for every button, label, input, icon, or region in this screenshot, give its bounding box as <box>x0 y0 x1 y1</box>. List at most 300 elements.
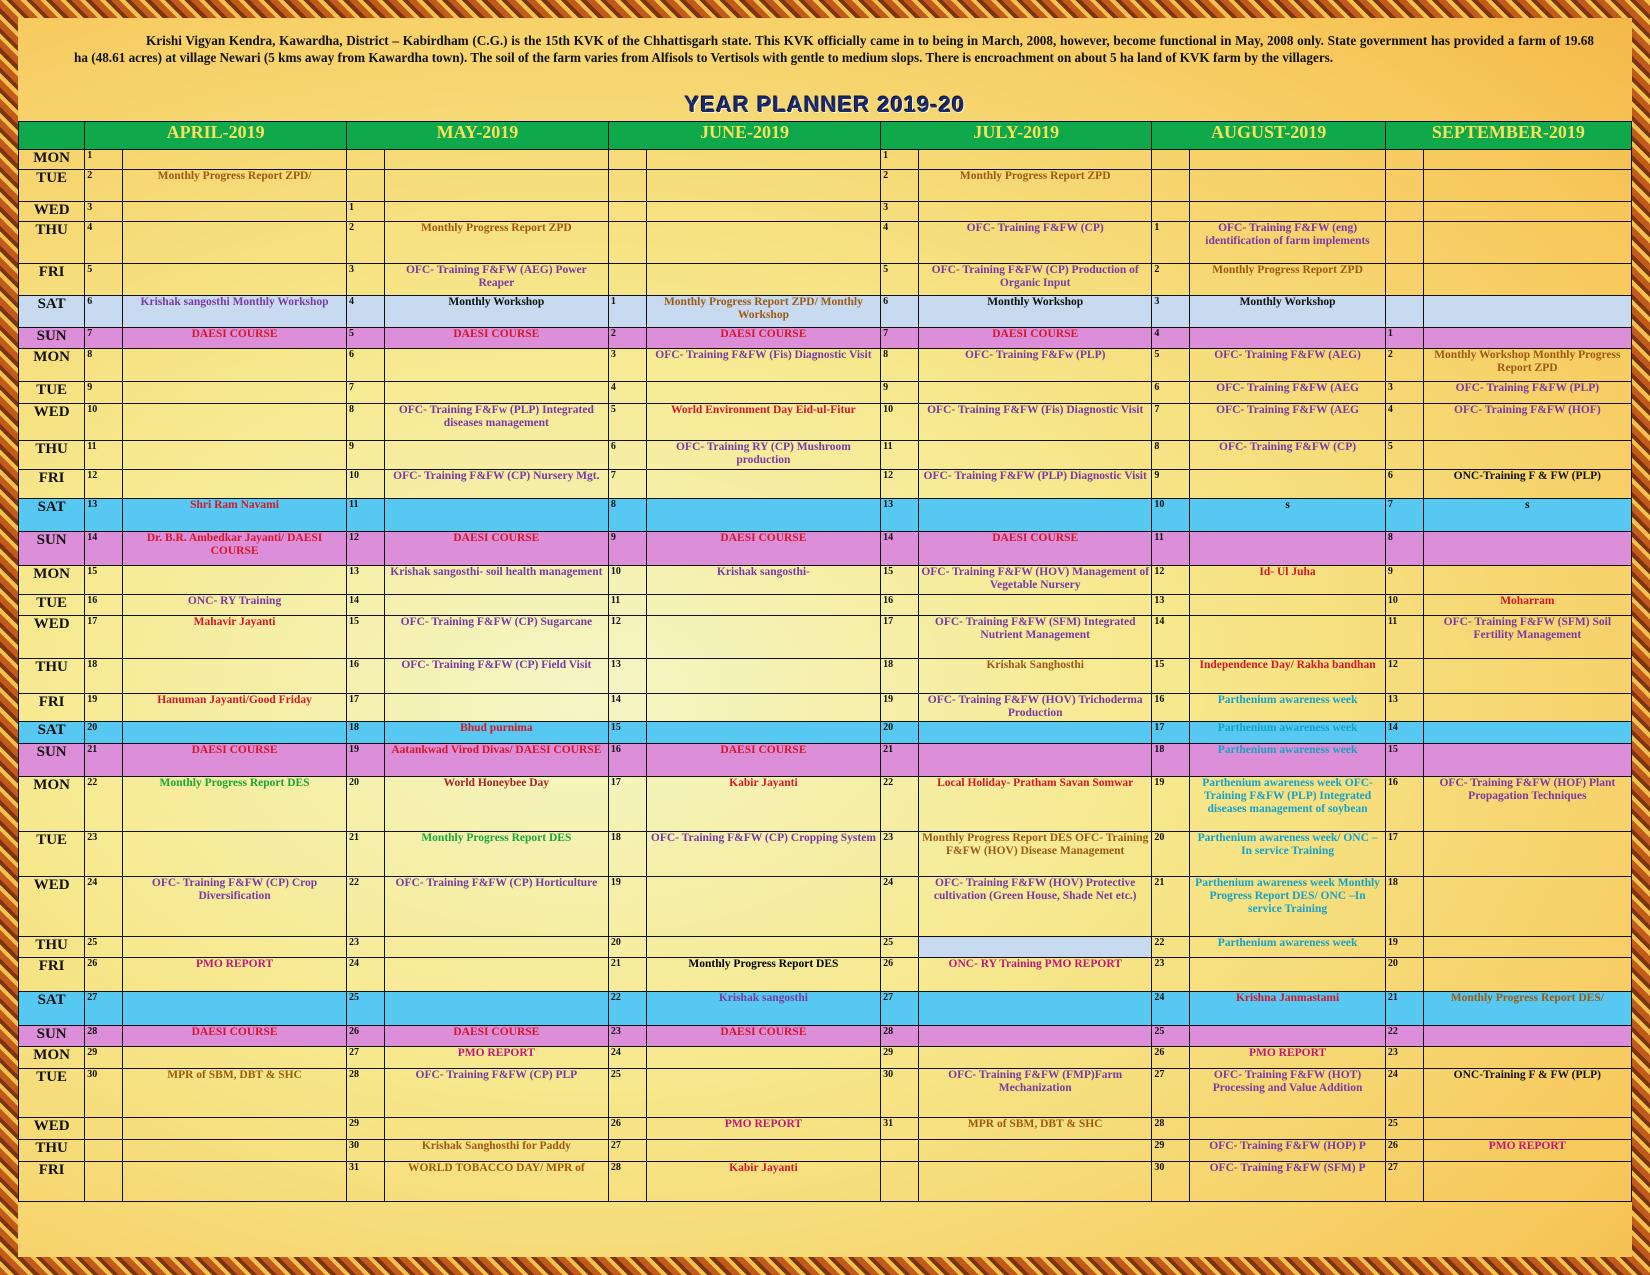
date-number: 26 <box>608 1118 646 1140</box>
event-cell: Krishak sangosthi- soil health management <box>384 566 608 595</box>
date-number: 8 <box>347 404 385 441</box>
event-cell <box>384 170 608 202</box>
date-number: 3 <box>881 202 919 222</box>
date-number: 3 <box>1152 296 1190 328</box>
date-number: 11 <box>608 595 646 616</box>
event-cell <box>1190 595 1386 616</box>
event-cell: s <box>1423 499 1631 532</box>
event-cell <box>123 470 347 499</box>
event-cell: ONC-Training F & FW (PLP) <box>1423 1069 1631 1118</box>
date-number: 2 <box>1152 264 1190 296</box>
date-number: 1 <box>1152 222 1190 264</box>
date-number: 1 <box>1385 328 1423 349</box>
event-cell <box>384 349 608 382</box>
event-cell <box>918 595 1151 616</box>
event-cell: OFC- Training F&FW (HOV) Management of Vegetable Nursery <box>918 566 1151 595</box>
date-number: 31 <box>347 1162 385 1202</box>
event-cell: OFC- Training F&FW (CP) Horticulture <box>384 877 608 937</box>
event-cell <box>1423 659 1631 694</box>
date-number: 4 <box>608 382 646 404</box>
event-cell <box>384 992 608 1026</box>
weekday-label: TUE <box>19 595 85 616</box>
event-cell: PMO REPORT <box>1190 1047 1386 1069</box>
event-cell <box>123 1047 347 1069</box>
event-cell: DAESI COURSE <box>384 1026 608 1047</box>
date-number: 27 <box>881 992 919 1026</box>
event-cell: ONC- RY Training PMO REPORT <box>918 958 1151 992</box>
event-cell <box>123 832 347 877</box>
event-cell <box>1423 264 1631 296</box>
planner-row <box>19 202 1632 222</box>
event-cell: OFC- Training F&FW (HOF) Plant Propagation Techniques <box>1423 777 1631 832</box>
event-cell <box>1190 202 1386 222</box>
event-cell: OFC- Training F&FW (CP) <box>918 222 1151 264</box>
weekday-label: FRI <box>19 694 85 722</box>
date-number: 22 <box>608 992 646 1026</box>
date-number: 5 <box>1152 349 1190 382</box>
event-cell <box>1423 937 1631 958</box>
event-cell <box>646 937 880 958</box>
date-number: 12 <box>85 470 123 499</box>
event-cell <box>646 1140 880 1162</box>
month-header: MAY-2019 <box>347 122 609 150</box>
date-number <box>881 1140 919 1162</box>
event-cell <box>918 1026 1151 1047</box>
date-number: 12 <box>1385 659 1423 694</box>
weekday-label: SUN <box>19 532 85 566</box>
date-number: 14 <box>347 595 385 616</box>
month-header: SEPTEMBER-2019 <box>1385 122 1631 150</box>
planner-row <box>19 1140 1632 1162</box>
date-number: 22 <box>347 877 385 937</box>
date-number: 26 <box>881 958 919 992</box>
date-number: 17 <box>608 777 646 832</box>
planner-row <box>19 744 1632 777</box>
event-cell <box>384 499 608 532</box>
month-header: AUGUST-2019 <box>1152 122 1385 150</box>
date-number: 6 <box>608 441 646 470</box>
event-cell <box>1423 296 1631 328</box>
date-number: 4 <box>1152 328 1190 349</box>
planner-row <box>19 150 1632 170</box>
event-cell <box>1423 202 1631 222</box>
event-cell <box>918 1162 1151 1202</box>
event-cell: Monthly Workshop <box>1190 296 1386 328</box>
event-cell <box>123 992 347 1026</box>
date-number: 8 <box>1152 441 1190 470</box>
date-number: 24 <box>85 877 123 937</box>
event-cell <box>646 659 880 694</box>
event-cell: Monthly Progress Report ZPD <box>918 170 1151 202</box>
planner-row <box>19 992 1632 1026</box>
date-number: 8 <box>881 349 919 382</box>
planner-row <box>19 1026 1632 1047</box>
date-number: 19 <box>85 694 123 722</box>
event-cell <box>384 595 608 616</box>
date-number: 2 <box>608 328 646 349</box>
event-cell: OFC- Training F&FW (HOP) P <box>1190 1140 1386 1162</box>
event-cell <box>918 382 1151 404</box>
event-cell: OFC- Training F&FW (eng) identification of farm implements <box>1190 222 1386 264</box>
date-number: 17 <box>85 616 123 659</box>
date-number: 10 <box>1152 499 1190 532</box>
event-cell <box>123 382 347 404</box>
date-number: 1 <box>347 202 385 222</box>
event-cell: Krishak sangosthi Monthly Workshop <box>123 296 347 328</box>
event-cell: OFC- Training F&FW (CP) Cropping System <box>646 832 880 877</box>
event-cell <box>646 1047 880 1069</box>
event-cell: OFC- Training F&FW (Fis) Diagnostic Visit <box>918 404 1151 441</box>
event-cell <box>123 566 347 595</box>
weekday-label: WED <box>19 404 85 441</box>
date-number: 5 <box>608 404 646 441</box>
event-cell <box>646 170 880 202</box>
event-cell: Krishak sangosthi- <box>646 566 880 595</box>
event-cell: OFC- Training F&FW (SFM) P <box>1190 1162 1386 1202</box>
date-number: 19 <box>1152 777 1190 832</box>
event-cell <box>123 404 347 441</box>
event-cell: Parthenium awareness week OFC- Training F&FW (PLP) Integrated diseases management of soybean <box>1190 777 1386 832</box>
event-cell <box>646 222 880 264</box>
date-number <box>85 1162 123 1202</box>
date-number: 6 <box>1152 382 1190 404</box>
weekday-label: WED <box>19 202 85 222</box>
date-number: 25 <box>881 937 919 958</box>
event-cell <box>1423 832 1631 877</box>
event-cell <box>123 1162 347 1202</box>
date-number: 15 <box>85 566 123 595</box>
event-cell <box>646 499 880 532</box>
date-number: 14 <box>85 532 123 566</box>
date-number: 14 <box>1385 722 1423 744</box>
event-cell: DAESI COURSE <box>123 744 347 777</box>
date-number: 30 <box>1152 1162 1190 1202</box>
planner-row <box>19 382 1632 404</box>
event-cell: Parthenium awareness week <box>1190 744 1386 777</box>
event-cell: Krishna Janmastami <box>1190 992 1386 1026</box>
planner-body <box>19 150 1632 1202</box>
date-number: 1 <box>85 150 123 170</box>
date-number: 9 <box>1152 470 1190 499</box>
planner-row <box>19 170 1632 202</box>
event-cell: Krishak sangosthi <box>646 992 880 1026</box>
event-cell: Mahavir Jayanti <box>123 616 347 659</box>
event-cell <box>1423 744 1631 777</box>
event-cell <box>123 441 347 470</box>
date-number: 13 <box>1152 595 1190 616</box>
date-number: 8 <box>1385 532 1423 566</box>
date-number: 18 <box>1385 877 1423 937</box>
event-cell: OFC- Training F&FW (CP) Production of Organic Input <box>918 264 1151 296</box>
date-number: 12 <box>347 532 385 566</box>
weekday-label: SUN <box>19 328 85 349</box>
date-number: 26 <box>85 958 123 992</box>
event-cell <box>1190 470 1386 499</box>
date-number: 4 <box>347 296 385 328</box>
intro-paragraph: Krishi Vigyan Kendra, Kawardha, District – Kabirdham (C.G.) is the 15th KVK of the Chhattisgarh state. This KVK officially came in to being in March, 2008, however, become functional in May, 2008 only. State government has provided a farm of 19.68 ha (48.61 acres) at village Newari (5 kms away from Kawardha town). The soil of the farm varies from Alfisols to Vertisols with gentle to medium slops. There is encroachment on about 5 ha land of KVK farm by the villagers. <box>74 33 1594 65</box>
event-cell <box>1190 1026 1386 1047</box>
date-number: 28 <box>85 1026 123 1047</box>
event-cell <box>1423 1047 1631 1069</box>
weekday-label: THU <box>19 937 85 958</box>
event-cell <box>646 722 880 744</box>
event-cell <box>1423 222 1631 264</box>
event-cell: Monthly Progress Report DES <box>646 958 880 992</box>
date-number: 21 <box>881 744 919 777</box>
date-number <box>1385 202 1423 222</box>
event-cell <box>918 499 1151 532</box>
weekday-label: MON <box>19 1047 85 1069</box>
date-number: 19 <box>1385 937 1423 958</box>
event-cell: OFC- Training F&Fw (PLP) <box>918 349 1151 382</box>
date-number: 12 <box>1152 566 1190 595</box>
event-cell: OFC- Training F&FW (HOV) Trichoderma Production <box>918 694 1151 722</box>
event-cell <box>123 150 347 170</box>
date-number: 16 <box>85 595 123 616</box>
date-number: 23 <box>608 1026 646 1047</box>
date-number: 10 <box>85 404 123 441</box>
date-number: 9 <box>347 441 385 470</box>
date-number: 28 <box>881 1026 919 1047</box>
event-cell <box>646 264 880 296</box>
planner-row <box>19 222 1632 264</box>
weekday-label: TUE <box>19 832 85 877</box>
event-cell: Moharram <box>1423 595 1631 616</box>
weekday-label: WED <box>19 877 85 937</box>
planner-row <box>19 296 1632 328</box>
event-cell: OFC- Training F&FW (PLP) <box>1423 382 1631 404</box>
date-number: 30 <box>85 1069 123 1118</box>
date-number: 26 <box>347 1026 385 1047</box>
event-cell <box>646 1069 880 1118</box>
date-number <box>1385 170 1423 202</box>
date-number: 30 <box>347 1140 385 1162</box>
date-number: 7 <box>85 328 123 349</box>
event-cell: Hanuman Jayanti/Good Friday <box>123 694 347 722</box>
planner-row <box>19 937 1632 958</box>
date-number: 29 <box>347 1118 385 1140</box>
event-cell: OFC- Training F&FW (AEG) Power Reaper <box>384 264 608 296</box>
date-number: 7 <box>608 470 646 499</box>
date-number: 14 <box>881 532 919 566</box>
event-cell: OFC- Training F&FW (CP) Field Visit <box>384 659 608 694</box>
event-cell: ONC- RY Training <box>123 595 347 616</box>
date-number: 23 <box>1152 958 1190 992</box>
date-number <box>1385 222 1423 264</box>
event-cell <box>918 744 1151 777</box>
event-cell: Kabir Jayanti <box>646 1162 880 1202</box>
date-number: 19 <box>881 694 919 722</box>
date-number: 18 <box>347 722 385 744</box>
event-cell <box>1423 958 1631 992</box>
event-cell: Parthenium awareness week <box>1190 694 1386 722</box>
event-cell: OFC- Training F&FW (CP) Sugarcane <box>384 616 608 659</box>
event-cell: DAESI COURSE <box>384 328 608 349</box>
page-title: YEAR PLANNER 2019-20 <box>684 92 966 117</box>
date-number: 25 <box>1385 1118 1423 1140</box>
date-number <box>608 202 646 222</box>
date-number: 10 <box>608 566 646 595</box>
date-number: 18 <box>85 659 123 694</box>
weekday-label: WED <box>19 1118 85 1140</box>
planner-row <box>19 694 1632 722</box>
date-number: 11 <box>881 441 919 470</box>
month-header: APRIL-2019 <box>85 122 347 150</box>
event-cell: Id- Ul Juha <box>1190 566 1386 595</box>
event-cell: Monthly Progress Report ZPD/ <box>123 170 347 202</box>
date-number: 24 <box>347 958 385 992</box>
date-number: 10 <box>1385 595 1423 616</box>
date-number: 18 <box>1152 744 1190 777</box>
event-cell: Dr. B.R. Ambedkar Jayanti/ DAESI COURSE <box>123 532 347 566</box>
date-number: 25 <box>1152 1026 1190 1047</box>
event-cell: OFC- Training F&FW (CP) Nursery Mgt. <box>384 470 608 499</box>
event-cell <box>123 222 347 264</box>
event-cell: OFC- Training RY (CP) Mushroom production <box>646 441 880 470</box>
weekday-label: THU <box>19 1140 85 1162</box>
date-number: 25 <box>347 992 385 1026</box>
date-number: 7 <box>347 382 385 404</box>
event-cell: Monthly Progress Report DES <box>123 777 347 832</box>
date-number <box>881 1162 919 1202</box>
date-number <box>1385 264 1423 296</box>
event-cell <box>918 992 1151 1026</box>
weekday-label: SUN <box>19 1026 85 1047</box>
event-cell <box>646 470 880 499</box>
event-cell: DAESI COURSE <box>918 328 1151 349</box>
date-number <box>1152 150 1190 170</box>
event-cell: DAESI COURSE <box>123 1026 347 1047</box>
date-number: 18 <box>881 659 919 694</box>
date-number <box>1385 150 1423 170</box>
weekday-label: TUE <box>19 1069 85 1118</box>
date-number: 23 <box>347 937 385 958</box>
date-number: 4 <box>881 222 919 264</box>
date-number: 3 <box>608 349 646 382</box>
event-cell <box>918 202 1151 222</box>
planner-sheet <box>18 18 1632 1257</box>
date-number: 16 <box>608 744 646 777</box>
date-number: 6 <box>85 296 123 328</box>
date-number: 11 <box>1152 532 1190 566</box>
date-number: 11 <box>347 499 385 532</box>
event-cell <box>1423 694 1631 722</box>
event-cell: Monthly Workshop <box>918 296 1151 328</box>
event-cell: Monthly Workshop <box>384 296 608 328</box>
event-cell <box>1190 150 1386 170</box>
event-cell: DAESI COURSE <box>646 532 880 566</box>
event-cell <box>384 937 608 958</box>
event-cell: PMO REPORT <box>1423 1140 1631 1162</box>
event-cell: Parthenium awareness week Monthly Progress Report DES/ ONC –In service Training <box>1190 877 1386 937</box>
event-cell: Monthly Progress Report DES OFC- Training F&FW (HOV) Disease Management <box>918 832 1151 877</box>
planner-row <box>19 1118 1632 1140</box>
date-number: 23 <box>1385 1047 1423 1069</box>
date-number: 7 <box>1385 499 1423 532</box>
event-cell: PMO REPORT <box>123 958 347 992</box>
date-number: 6 <box>1385 470 1423 499</box>
planner-row <box>19 1069 1632 1118</box>
event-cell: DAESI COURSE <box>918 532 1151 566</box>
date-number: 20 <box>347 777 385 832</box>
date-number: 30 <box>881 1069 919 1118</box>
date-number: 21 <box>1152 877 1190 937</box>
date-number: 26 <box>1152 1047 1190 1069</box>
date-number: 11 <box>1385 616 1423 659</box>
event-cell <box>1190 328 1386 349</box>
date-number: 29 <box>1152 1140 1190 1162</box>
event-cell <box>918 150 1151 170</box>
date-number: 27 <box>347 1047 385 1069</box>
date-number: 19 <box>608 877 646 937</box>
event-cell: OFC- Training F&FW (AEG) <box>1190 349 1386 382</box>
planner-row <box>19 349 1632 382</box>
planner-row <box>19 877 1632 937</box>
date-number: 13 <box>85 499 123 532</box>
event-cell: OFC- Training F&FW (HOV) Protective cultivation (Green House, Shade Net etc.) <box>918 877 1151 937</box>
date-number: 23 <box>881 832 919 877</box>
event-cell: PMO REPORT <box>384 1047 608 1069</box>
date-number: 25 <box>608 1069 646 1118</box>
date-number: 20 <box>1152 832 1190 877</box>
date-number: 2 <box>881 170 919 202</box>
weekday-label: MON <box>19 349 85 382</box>
planner-row <box>19 532 1632 566</box>
event-cell: Shri Ram Navami <box>123 499 347 532</box>
event-cell: Monthly Progress Report ZPD <box>1190 264 1386 296</box>
date-number: 23 <box>85 832 123 877</box>
date-number: 15 <box>881 566 919 595</box>
month-header-row <box>19 122 1632 150</box>
date-number: 20 <box>608 937 646 958</box>
event-cell: Krishak Sanghosthi <box>918 659 1151 694</box>
date-number: 24 <box>608 1047 646 1069</box>
event-cell <box>918 722 1151 744</box>
event-cell <box>1190 958 1386 992</box>
event-cell <box>918 441 1151 470</box>
date-number: 22 <box>1385 1026 1423 1047</box>
event-cell <box>123 349 347 382</box>
date-number: 16 <box>1152 694 1190 722</box>
event-cell <box>123 659 347 694</box>
date-number: 27 <box>1152 1069 1190 1118</box>
event-cell <box>1190 1118 1386 1140</box>
weekday-label: SAT <box>19 992 85 1026</box>
weekday-label: MON <box>19 150 85 170</box>
date-number: 27 <box>85 992 123 1026</box>
event-cell <box>646 877 880 937</box>
date-number: 9 <box>881 382 919 404</box>
event-cell: OFC- Training F&FW (PLP) Diagnostic Visit <box>918 470 1151 499</box>
planner-row <box>19 470 1632 499</box>
event-cell <box>384 382 608 404</box>
date-number <box>608 150 646 170</box>
date-number: 14 <box>608 694 646 722</box>
planner-row <box>19 777 1632 832</box>
event-cell <box>123 202 347 222</box>
event-cell <box>1423 170 1631 202</box>
date-number: 5 <box>85 264 123 296</box>
month-header: JULY-2019 <box>881 122 1152 150</box>
date-number: 12 <box>608 616 646 659</box>
date-number: 24 <box>881 877 919 937</box>
event-cell: OFC- Training F&FW (CP) PLP <box>384 1069 608 1118</box>
date-number: 17 <box>1152 722 1190 744</box>
event-cell <box>918 937 1151 958</box>
date-number: 28 <box>1152 1118 1190 1140</box>
date-number: 13 <box>881 499 919 532</box>
date-number <box>608 170 646 202</box>
